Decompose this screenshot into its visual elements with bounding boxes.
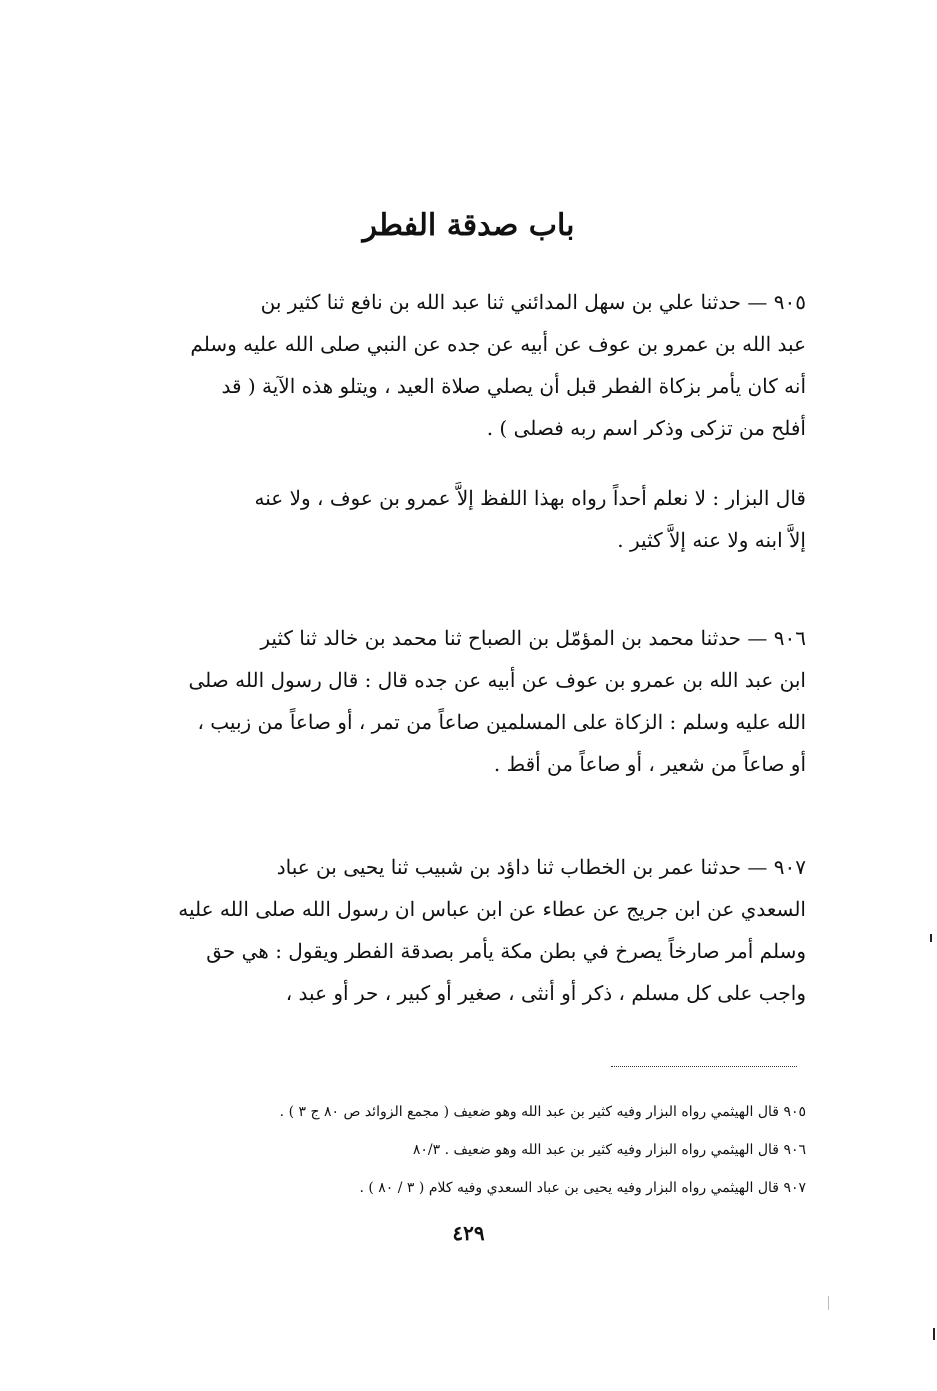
- text-line: أو صاعاً من شعير ، أو صاعاً من أقط .: [493, 752, 806, 776]
- scan-mark: [933, 1328, 935, 1340]
- text-line: الله عليه وسلم : الزكاة على المسلمين صاعاً من تمر ، أو صاعاً من زبيب ،: [197, 710, 806, 734]
- footnote-905: ٩٠٥ قال الهيثمي رواه البزار وفيه كثير بن عبد الله وهو ضعيف ( مجمع الزوائد ص ٨٠ ج ٣ ) .: [279, 1104, 806, 1120]
- hadith-905: [138, 281, 806, 449]
- text-line: واجب على كل مسلم ، ذكر أو أنثى ، صغير أو كبير ، حر أو عبد ،: [285, 981, 806, 1005]
- text-line: أنه كان يأمر بزكاة الفطر قبل أن يصلي صلاة العيد ، ويتلو هذه الآية ( قد: [221, 374, 806, 398]
- chapter-title: باب صدقة الفطر: [362, 208, 575, 243]
- footnotes: [120, 1093, 806, 1207]
- page-number: ٤٢٩: [452, 1221, 485, 1245]
- text-line: السعدي عن ابن جريج عن عطاء عن ابن عباس ان رسول الله صلى الله عليه: [178, 897, 806, 921]
- text-line: ٩٠٧ — حدثنا عمر بن الخطاب ثنا داؤد بن شبيب ثنا يحيى بن عباد: [276, 855, 806, 879]
- hadith-907: [138, 846, 806, 1014]
- text-line: وسلم أمر صارخاً يصرخ في بطن مكة يأمر بصدقة الفطر ويقول : هي حق: [206, 939, 806, 963]
- text-line: عبد الله بن عمرو بن عوف عن أبيه عن جده عن النبي صلى الله عليه وسلم: [190, 332, 806, 356]
- text-line: ٩٠٥ — حدثنا علي بن سهل المدائني ثنا عبد الله بن نافع ثنا كثير بن: [260, 290, 806, 314]
- footnote-906: ٩٠٦ قال الهيثمي رواه البزار وفيه كثير بن عبد الله وهو ضعيف . ٨٠/٣: [412, 1142, 806, 1158]
- text-line: إلاَّ ابنه ولا عنه إلاَّ كثير .: [617, 528, 806, 552]
- scan-mark: [930, 934, 932, 942]
- text-line: ٩٠٦ — حدثنا محمد بن المؤمّل بن الصباح ثنا محمد بن خالد ثنا كثير: [260, 626, 806, 650]
- footnote-separator: [611, 1066, 797, 1067]
- text-line: أفلح من تزكى وذكر اسم ربه فصلى ) .: [486, 416, 806, 440]
- text-line: قال البزار : لا نعلم أحداً رواه بهذا اللفظ إلاَّ عمرو بن عوف ، ولا عنه: [254, 486, 806, 510]
- text-line: ابن عبد الله بن عمرو بن عوف عن أبيه عن جده قال : قال رسول الله صلى: [188, 668, 806, 692]
- scan-mark: [828, 1296, 829, 1310]
- bazzar-note-905: [138, 477, 806, 561]
- footnote-907: ٩٠٧ قال الهيثمي رواه البزار وفيه يحيى بن عباد السعدي وفيه كلام ( ٣ / ٨٠ ) .: [359, 1180, 806, 1196]
- hadith-906: [138, 617, 806, 785]
